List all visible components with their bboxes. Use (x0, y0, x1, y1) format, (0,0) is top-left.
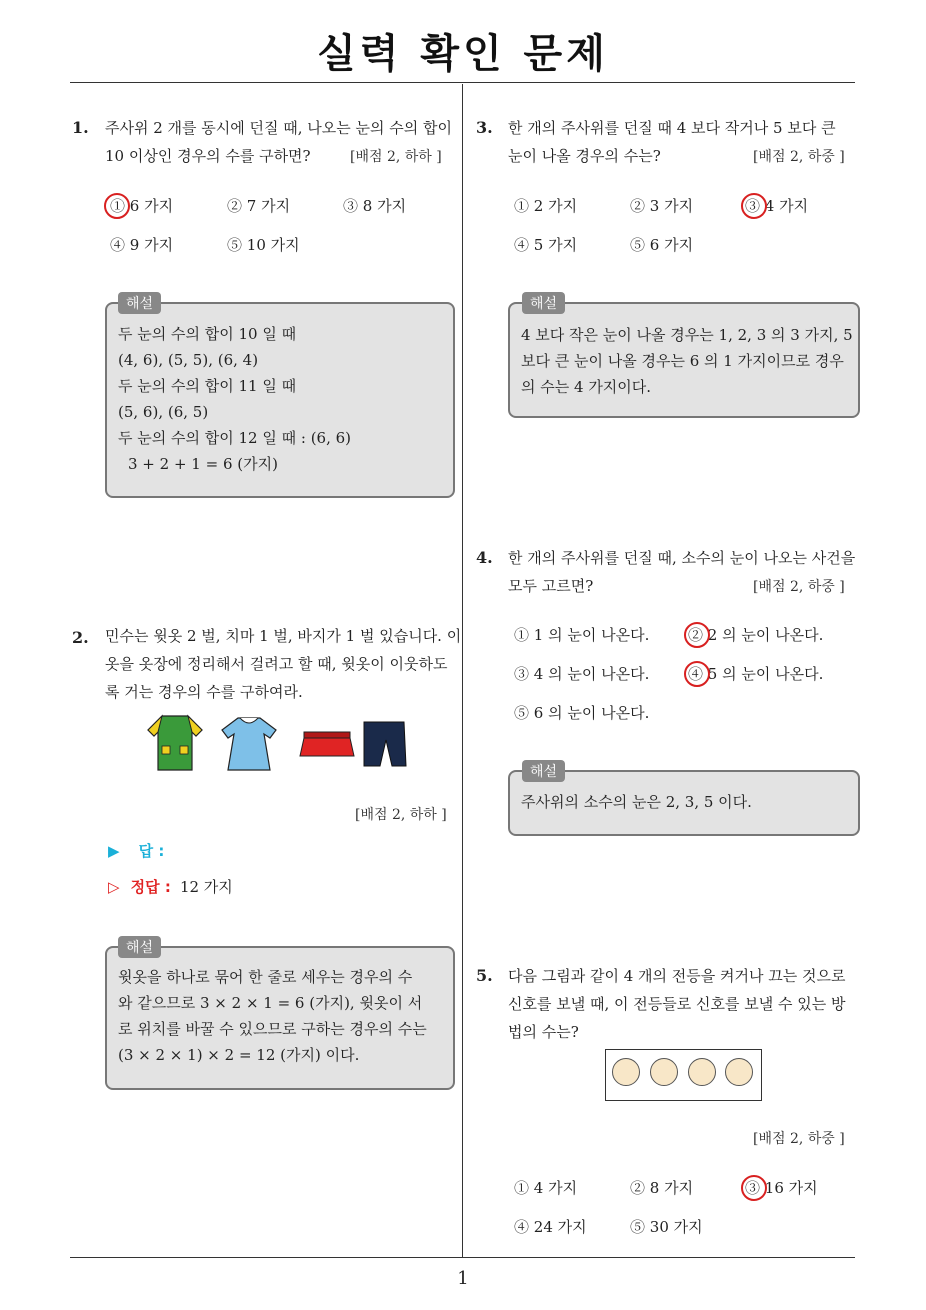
q4-choice-5[interactable]: ⑤ 6 의 눈이 나온다. (514, 704, 650, 722)
q2-text-line1: 민수는 윗옷 2 벌, 치마 1 벌, 바지가 1 벌 있습니다. 이 (105, 627, 462, 645)
q2-text-line3: 록 거는 경우의 수를 구하여라. (105, 683, 303, 701)
lamp-icon (612, 1058, 640, 1086)
q3-answer-mark (741, 193, 767, 219)
q3-solution-line: 보다 큰 눈이 나올 경우는 6 의 1 가지이므로 경우 (521, 352, 844, 370)
q4-choice-2[interactable]: ② 2 의 눈이 나온다. (688, 626, 824, 644)
q3-solution-tag: 해설 (522, 292, 565, 314)
q4-answer-mark-2 (684, 622, 710, 648)
q3-choice-5[interactable]: ⑤ 6 가지 (630, 236, 694, 254)
q5-choice-1[interactable]: ① 4 가지 (514, 1179, 578, 1197)
q2-solution-line: 로 위치를 바꿀 수 있으므로 구하는 경우의 수는 (118, 1020, 427, 1038)
q2-correct-row (108, 876, 233, 897)
q4-text-line2: 모두 고르면? (508, 577, 594, 595)
q3-choice-4[interactable]: ④ 5 가지 (514, 236, 578, 254)
q1-choice-4[interactable]: ④ 9 가지 (110, 236, 174, 254)
q5-text-line2: 신호를 보낼 때, 이 전등들로 신호를 보낼 수 있는 방 (508, 995, 846, 1013)
q5-text-line3: 법의 수는? (508, 1023, 579, 1041)
q2-correct-value: 12 가지 (179, 878, 233, 896)
q4-number: 4. (476, 548, 493, 567)
q2-correct-label: 정답 : (130, 878, 171, 896)
q3-choice-1[interactable]: ① 2 가지 (514, 197, 578, 215)
q4-answer-mark-4 (684, 661, 710, 687)
q5-answer-mark (741, 1175, 767, 1201)
q1-choice-5[interactable]: ⑤ 10 가지 (227, 236, 300, 254)
column-divider (462, 84, 463, 1257)
clothes-illustration (140, 710, 420, 776)
q1-choice-2[interactable]: ② 7 가지 (227, 197, 291, 215)
q1-choice-3[interactable]: ③ 8 가지 (343, 197, 407, 215)
q3-choice-3[interactable]: ③ 4 가지 (745, 197, 809, 215)
q2-solution-line: (3 × 2 × 1) × 2 = 12 (가지) 이다. (118, 1046, 360, 1064)
q4-solution-line: 주사위의 소수의 눈은 2, 3, 5 이다. (521, 793, 752, 811)
q4-choice-4[interactable]: ④ 5 의 눈이 나온다. (688, 665, 824, 683)
page-number: 1 (457, 1268, 469, 1289)
q1-solution-line: (5, 6), (6, 5) (118, 403, 209, 421)
q4-score: [배점 2, 하중 ] (753, 579, 845, 595)
q3-score: [배점 2, 하중 ] (753, 149, 845, 165)
q5-choice-4[interactable]: ④ 24 가지 (514, 1218, 587, 1236)
q1-solution-line: 두 눈의 수의 합이 11 일 때 (118, 377, 297, 395)
page-title: 실력 확인 문제 (317, 31, 609, 77)
q5-choice-5[interactable]: ⑤ 30 가지 (630, 1218, 703, 1236)
q1-score: [배점 2, 하하 ] (350, 149, 442, 165)
q5-choice-3[interactable]: ③ 16 가지 (745, 1179, 818, 1197)
q3-text-line2: 눈이 나올 경우의 수는? (508, 147, 661, 165)
skirt-red-icon (300, 732, 354, 756)
q4-solution-tag: 해설 (522, 760, 565, 782)
q2-text-line2: 옷을 옷장에 정리해서 걸려고 할 때, 윗옷이 이웃하도 (105, 655, 448, 673)
q5-number: 5. (476, 966, 493, 985)
lamp-icon (650, 1058, 678, 1086)
q2-solution-line: 와 같으므로 3 × 2 × 1 = 6 (가지), 윗옷이 서 (118, 994, 423, 1012)
q1-solution-line: 두 눈의 수의 합이 10 일 때 (118, 325, 297, 343)
top-rule (70, 82, 855, 83)
q2-solution-line: 윗옷을 하나로 묶어 한 줄로 세우는 경우의 수 (118, 968, 413, 986)
q1-text-line2: 10 이상인 경우의 수를 구하면? (105, 147, 311, 165)
lamp-icon (725, 1058, 753, 1086)
q1-answer-mark (104, 193, 130, 219)
q1-number: 1. (72, 118, 89, 137)
q5-score: [배점 2, 하중 ] (753, 1131, 845, 1147)
q3-text-line1: 한 개의 주사위를 던질 때 4 보다 작거나 5 보다 큰 (508, 119, 836, 137)
q2-score: [배점 2, 하하 ] (355, 807, 447, 823)
q3-choice-2[interactable]: ② 3 가지 (630, 197, 694, 215)
q2-answer-label: 답 : (138, 842, 165, 860)
q2-solution-tag: 해설 (118, 936, 161, 958)
bottom-rule (70, 1257, 855, 1258)
q1-solution-tag: 해설 (118, 292, 161, 314)
q3-solution-line: 4 보다 작은 눈이 나올 경우는 1, 2, 3 의 3 가지, 5 (521, 326, 853, 344)
q2-answer-row (108, 840, 164, 861)
lamp-icon (688, 1058, 716, 1086)
q1-solution-line: 3 + 2 + 1 = 6 (가지) (128, 455, 278, 473)
q4-text-line1: 한 개의 주사위를 던질 때, 소수의 눈이 나오는 사건을 (508, 549, 856, 567)
outline-arrow-icon: ▷ (108, 878, 120, 896)
q3-solution-line: 의 수는 4 가지이다. (521, 378, 652, 396)
q5-text-line1: 다음 그림과 같이 4 개의 전등을 켜거나 끄는 것으로 (508, 967, 846, 985)
q3-number: 3. (476, 118, 493, 137)
q4-choice-3[interactable]: ③ 4 의 눈이 나온다. (514, 665, 650, 683)
shirt-blue-icon (222, 718, 276, 770)
play-arrow-icon: ▶ (108, 842, 120, 860)
q1-choice-1[interactable]: ① 6 가지 (110, 197, 174, 215)
q5-choice-2[interactable]: ② 8 가지 (630, 1179, 694, 1197)
q2-number: 2. (72, 628, 89, 647)
q1-text-line1: 주사위 2 개를 동시에 던질 때, 나오는 눈의 수의 합이 (105, 119, 453, 137)
q1-solution-line: 두 눈의 수의 합이 12 일 때 : (6, 6) (118, 429, 352, 447)
pants-navy-icon (364, 722, 406, 766)
q1-solution-line: (4, 6), (5, 5), (6, 4) (118, 351, 259, 369)
shirt-green-icon (148, 716, 202, 770)
q4-choice-1[interactable]: ① 1 의 눈이 나온다. (514, 626, 650, 644)
